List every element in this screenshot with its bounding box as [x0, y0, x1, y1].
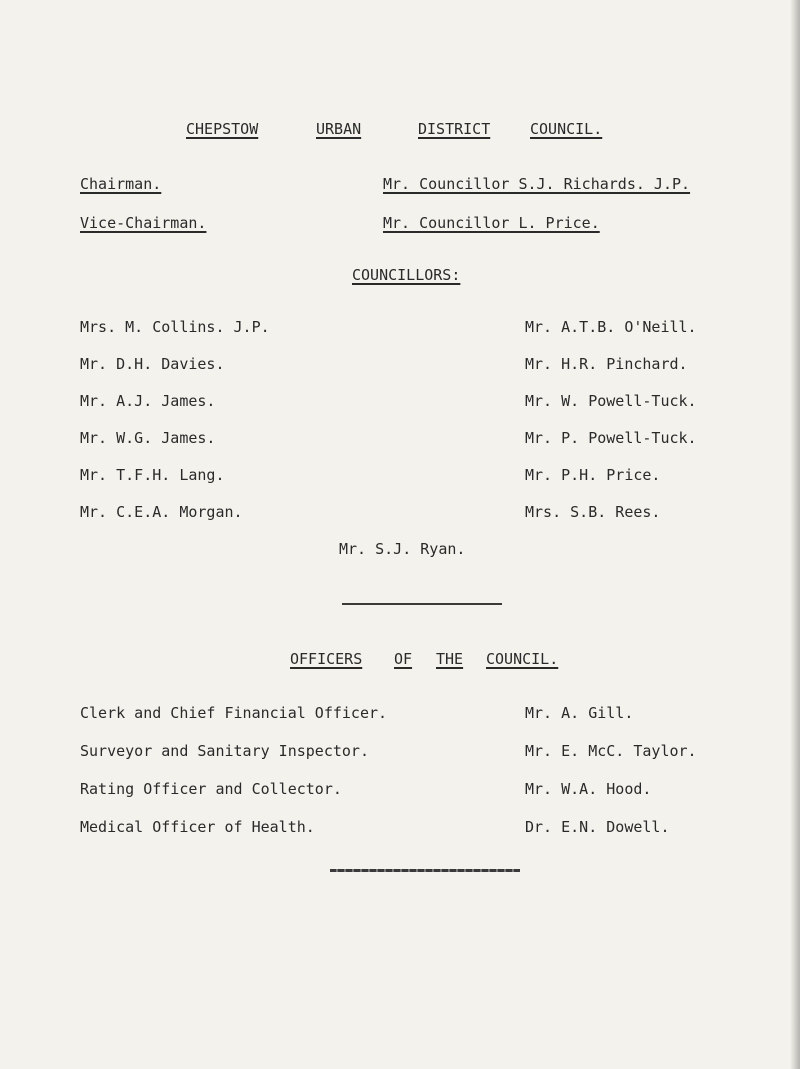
list-item: Mr. D.H. Davies.: [80, 355, 225, 373]
officer-role: Rating Officer and Collector.: [80, 780, 342, 798]
officer-role: Surveyor and Sanitary Inspector.: [80, 742, 369, 760]
officer-name: Mr. W.A. Hood.: [525, 780, 652, 798]
councillors-heading: COUNCILLORS:: [352, 266, 461, 284]
list-item: Mr. W.G. James.: [80, 429, 216, 447]
bottom-rule: [330, 869, 520, 872]
list-item: Mrs. S.B. Rees.: [525, 503, 661, 521]
title-word-council: COUNCIL.: [530, 120, 603, 138]
officer-name: Mr. E. McC. Taylor.: [525, 742, 697, 760]
councillor-last: Mr. S.J. Ryan.: [339, 540, 466, 558]
officers-heading-word: OF: [394, 650, 413, 668]
officers-heading-word: OFFICERS: [290, 650, 363, 668]
list-item: Mr. A.J. James.: [80, 392, 216, 410]
list-item: Mr. W. Powell-Tuck.: [525, 392, 697, 410]
list-item: Mr. A.T.B. O'Neill.: [525, 318, 697, 336]
page-edge-shadow: [790, 0, 800, 1069]
vice-chairman-label: Vice-Chairman.: [80, 214, 207, 232]
title-word-chepstow: CHEPSTOW: [186, 120, 259, 138]
officer-name: Dr. E.N. Dowell.: [525, 818, 670, 836]
section-divider: [342, 603, 502, 605]
officer-role: Medical Officer of Health.: [80, 818, 315, 836]
chairman-name: Mr. Councillor S.J. Richards. J.P.: [383, 175, 691, 193]
list-item: Mr. P. Powell-Tuck.: [525, 429, 697, 447]
list-item: Mr. C.E.A. Morgan.: [80, 503, 243, 521]
title-word-district: DISTRICT: [418, 120, 491, 138]
officers-heading-word: THE: [436, 650, 464, 668]
officers-heading-word: COUNCIL.: [486, 650, 559, 668]
list-item: Mr. H.R. Pinchard.: [525, 355, 688, 373]
officer-name: Mr. A. Gill.: [525, 704, 634, 722]
list-item: Mr. T.F.H. Lang.: [80, 466, 225, 484]
officer-role: Clerk and Chief Financial Officer.: [80, 704, 388, 722]
list-item: Mr. P.H. Price.: [525, 466, 661, 484]
vice-chairman-name: Mr. Councillor L. Price.: [383, 214, 600, 232]
list-item: Mrs. M. Collins. J.P.: [80, 318, 270, 336]
chairman-label: Chairman.: [80, 175, 162, 193]
title-word-urban: URBAN: [316, 120, 362, 138]
